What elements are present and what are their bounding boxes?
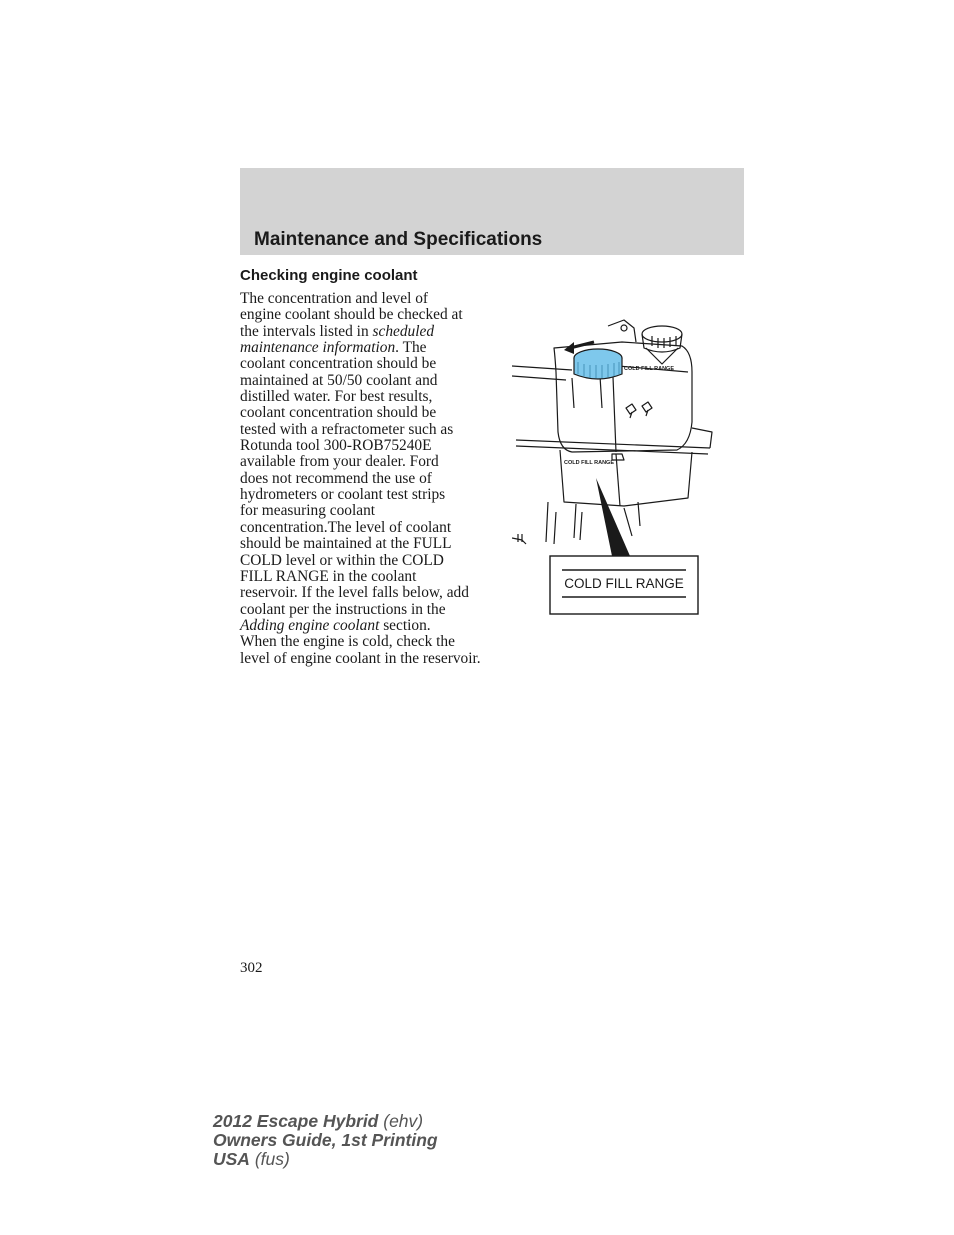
text-line: distilled water. For best results, [240,388,433,406]
callout-pointer [596,478,630,556]
tank-label-lower: COLD FILL RANGE [564,460,615,466]
text-line: section. [379,616,431,634]
page-title: Maintenance and Specifications [254,229,543,250]
text-line: tested with a refractometer such as [240,420,454,438]
footer-region: USA [213,1149,250,1169]
text-italic: scheduled [372,322,435,340]
page-number: 302 [240,960,263,976]
coolant-reservoir-illustration [512,312,722,622]
text-line: When the engine is cold, check the [240,633,455,651]
footer-guide: Owners Guide, 1st Printing [213,1130,438,1150]
footer-region-code: (fus) [249,1149,290,1169]
text-line: coolant concentration should be [240,404,437,422]
text-line: available from your dealer. Ford [240,453,439,471]
text-line: The concentration and level of [240,290,429,307]
tank-label-upper: COLD FILL RANGE [624,366,675,372]
text-line: should be maintained at the FULL [240,535,452,553]
text-line: coolant per the instructions in the [240,600,446,618]
text-line: the intervals listed in [240,322,373,340]
text-italic: maintenance information [240,339,396,357]
footer-model-code: (ehv) [378,1111,424,1131]
section-heading: Checking engine coolant [240,267,418,284]
text-line: hydrometers or coolant test strips [240,486,446,504]
callout-label: COLD FILL RANGE [564,576,684,591]
callout-box [550,556,698,614]
coolant-cap [574,349,622,379]
text-line: . The [395,339,427,357]
text-line: COLD level or within the COLD [240,551,444,569]
text-line: Rotunda tool 300-ROB75240E [240,437,432,455]
footer-model: 2012 Escape Hybrid [213,1111,379,1131]
text-line: concentration.The level of coolant [240,518,452,536]
text-line: does not recommend the use of [240,469,432,487]
document-footer [213,1112,438,1169]
text-line: coolant concentration should be [240,355,437,373]
text-italic: Adding engine coolant [240,616,380,634]
section-header-band [240,168,744,255]
text-line: engine coolant should be checked at [240,306,463,324]
text-line: maintained at 50/50 coolant and [240,371,438,389]
text-line: for measuring coolant [240,502,376,520]
text-line: level of engine coolant in the reservoir. [240,649,481,667]
text-line: reservoir. If the level falls below, add [240,584,469,602]
text-line: FILL RANGE in the coolant [240,567,417,585]
body-paragraph [240,291,512,667]
